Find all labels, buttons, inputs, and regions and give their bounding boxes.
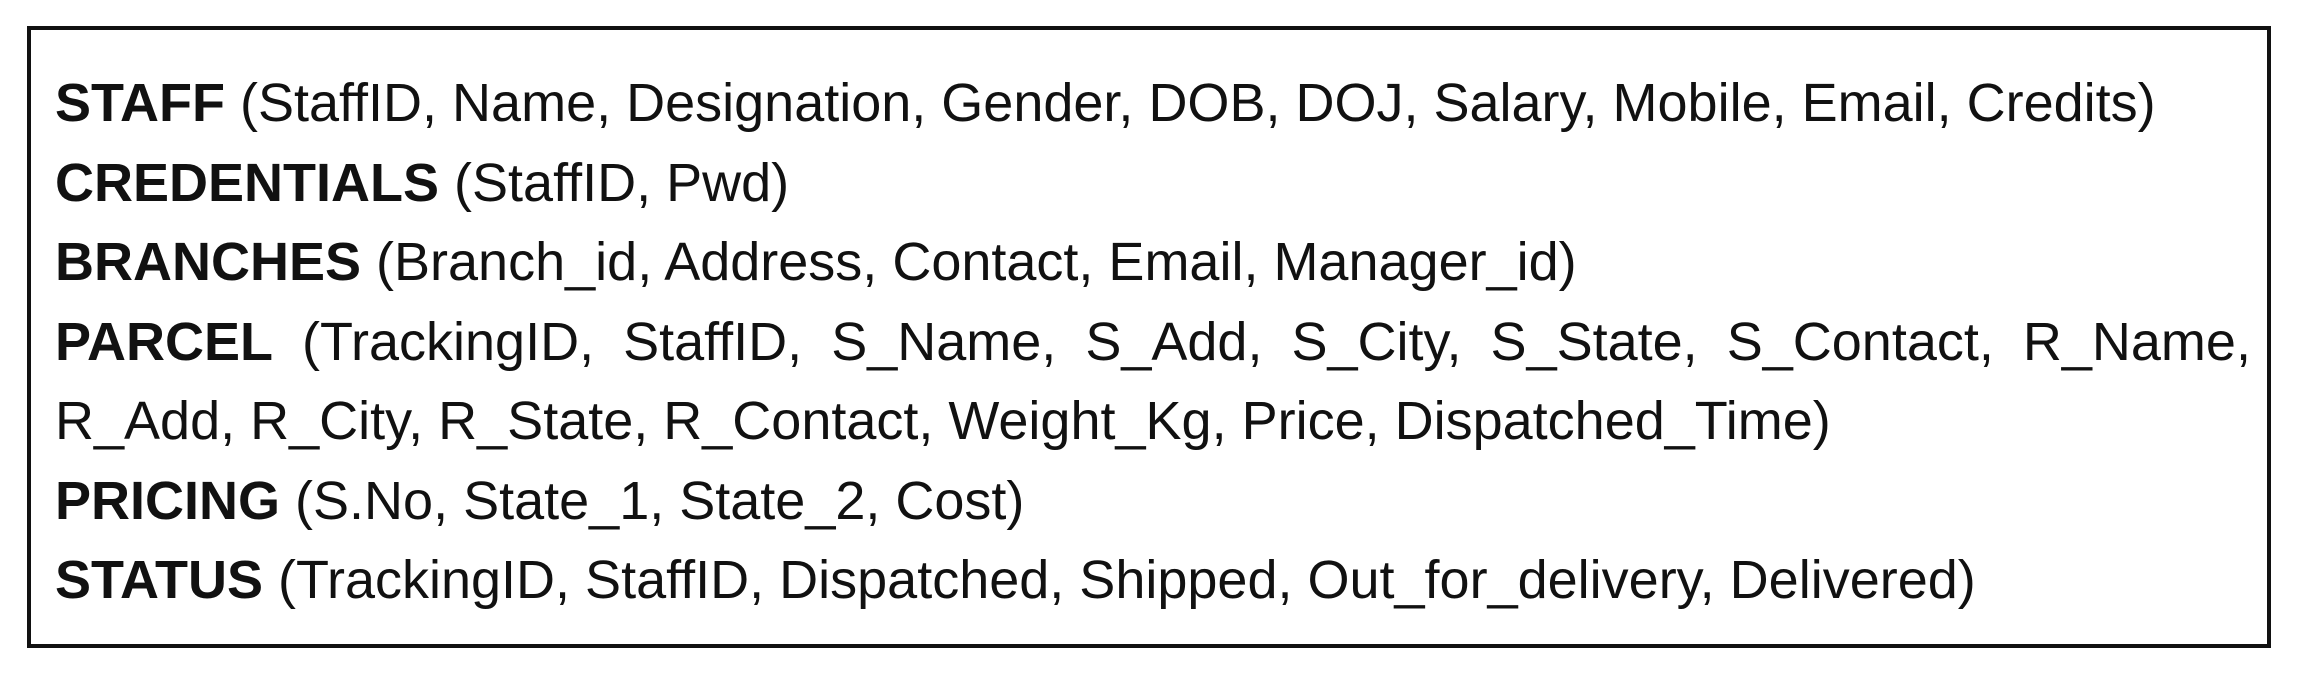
relation-name-pricing: PRICING <box>55 470 281 531</box>
parcel-attribute: StaffID, <box>623 311 803 372</box>
parcel-attribute: (TrackingID, <box>302 311 595 372</box>
relation-attributes-pricing: (S.No, State_1, State_2, Cost) <box>295 470 1025 531</box>
relation-name-status: STATUS <box>55 550 263 610</box>
schema-list <box>55 64 2251 621</box>
relation-attributes-status: (TrackingID, StaffID, Dispatched, Shipped, Out_for_delivery, Delivered) <box>278 550 1976 610</box>
schema-box <box>27 26 2271 648</box>
parcel-attribute: S_Name, <box>831 311 1057 372</box>
relation-name-branches: BRANCHES <box>55 232 362 292</box>
relation-name-parcel: PARCEL <box>55 311 274 372</box>
relation-name-credentials: CREDENTIALS <box>55 152 440 213</box>
parcel-attribute: R_Name, <box>2022 311 2251 372</box>
relation-parcel-line-2 <box>55 382 2251 462</box>
relation-parcel-line-1 <box>55 303 2251 383</box>
parcel-attribute: S_State, <box>1490 311 1698 372</box>
relation-attributes-credentials: (StaffID, Pwd) <box>454 152 790 213</box>
parcel-attribute: S_City, <box>1291 311 1462 372</box>
relation-attributes-staff: (StaffID, Name, Designation, Gender, DOB, DOJ, Salary, Mobile, Email, Credits) <box>239 73 2156 133</box>
relation-status <box>55 541 2251 621</box>
relation-name-staff: STAFF <box>55 73 225 133</box>
relation-staff <box>55 64 2251 144</box>
relation-credentials <box>55 144 2251 224</box>
parcel-attribute: S_Contact, <box>1726 311 1994 372</box>
parcel-attribute: S_Add, <box>1085 311 1263 372</box>
relation-pricing <box>55 462 2251 542</box>
relation-branches <box>55 223 2251 303</box>
relation-attributes-branches: (Branch_id, Address, Contact, Email, Manager_id) <box>376 232 1577 292</box>
relation-attributes-parcel-continued: R_Add, R_City, R_State, R_Contact, Weight_Kg, Price, Dispatched_Time) <box>55 391 1831 451</box>
